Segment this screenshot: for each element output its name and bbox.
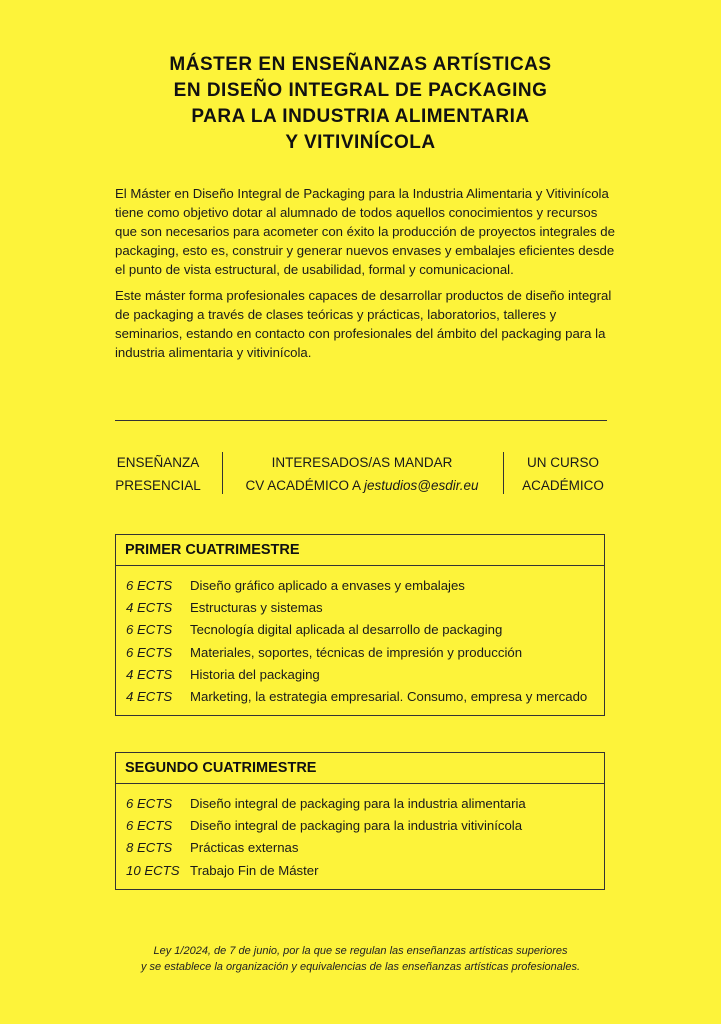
legal-footer bbox=[0, 943, 721, 975]
duration-line: UN CURSO bbox=[526, 455, 599, 470]
course-ects: 8 ECTS bbox=[126, 840, 173, 856]
course-name: Estructuras y sistemas bbox=[190, 600, 323, 616]
course-row bbox=[116, 837, 604, 859]
course-ects: 4 ECTS bbox=[126, 666, 173, 682]
course-row bbox=[116, 642, 604, 664]
divider bbox=[115, 420, 607, 421]
course-name: Trabajo Fin de Máster bbox=[190, 862, 319, 878]
intro-paragraph-1: El Máster en Diseño Integral de Packaging para la Industria Alimentaria y Vitivinícola tiene como objetivo dotar al alumnado de todos aquellos conocimientos y recursos que son necesarios para acometer con éxito la producción de proyectos integrales de packaging, esto es, construir y generar nuevos envases y embalajes eficientes desde el punto de vista estructural, de usabilidad, formal y comunicacional. bbox=[115, 186, 615, 277]
course-ects: 6 ECTS bbox=[126, 578, 173, 593]
course-name: Diseño integral de packaging para la industria vitivinícola bbox=[190, 818, 523, 834]
footer-line: y se establece la organización y equivalencias de las enseñanzas artísticas profesionales. bbox=[140, 961, 581, 973]
title-line: Y VITIVINÍCOLA bbox=[285, 132, 436, 153]
page-title bbox=[0, 52, 721, 156]
modality-line: ENSEÑANZA bbox=[116, 455, 200, 470]
course-ects: 4 ECTS bbox=[126, 688, 173, 704]
course-name: Diseño gráfico aplicado a envases y embalajes bbox=[190, 578, 465, 593]
course-row bbox=[116, 664, 604, 686]
second-semester-box bbox=[115, 752, 605, 890]
course-ects: 6 ECTS bbox=[126, 622, 173, 638]
modality-info bbox=[110, 451, 206, 497]
info-separator bbox=[503, 452, 504, 494]
course-ects: 10 ECTS bbox=[126, 862, 180, 878]
course-ects: 6 ECTS bbox=[126, 796, 173, 811]
contact-email-link[interactable]: jestudios@esdir.eu bbox=[364, 478, 479, 493]
course-ects: 4 ECTS bbox=[126, 600, 173, 616]
title-line: MÁSTER EN ENSEÑANZAS ARTÍSTICAS bbox=[169, 54, 552, 75]
duration-line: ACADÉMICO bbox=[522, 478, 604, 493]
course-name: Marketing, la estrategia empresarial. Consumo, empresa y mercado bbox=[190, 688, 588, 704]
title-line: EN DISEÑO INTEGRAL DE PACKAGING bbox=[173, 80, 548, 101]
course-name: Prácticas externas bbox=[190, 840, 299, 856]
course-ects: 6 ECTS bbox=[126, 644, 173, 660]
course-name: Tecnología digital aplicada al desarrollo de packaging bbox=[190, 622, 503, 638]
contact-info bbox=[232, 451, 492, 497]
course-row bbox=[116, 619, 604, 641]
duration-info bbox=[513, 451, 613, 497]
footer-line: Ley 1/2024, de 7 de junio, por la que se regulan las enseñanzas artísticas superiores bbox=[153, 945, 568, 957]
course-row bbox=[116, 793, 604, 815]
course-row bbox=[116, 597, 604, 619]
course-name: Materiales, soportes, técnicas de impresión y producción bbox=[190, 644, 523, 660]
info-separator bbox=[222, 452, 223, 494]
course-row bbox=[116, 860, 604, 882]
course-row bbox=[116, 815, 604, 837]
contact-prefix: CV ACADÉMICO A bbox=[245, 478, 365, 493]
course-row bbox=[116, 686, 604, 708]
course-name: Historia del packaging bbox=[190, 666, 320, 682]
first-semester-heading: PRIMER CUATRIMESTRE bbox=[116, 535, 604, 566]
first-semester-box bbox=[115, 534, 605, 716]
modality-line: PRESENCIAL bbox=[115, 478, 201, 493]
contact-line: INTERESADOS/AS MANDAR bbox=[271, 455, 453, 470]
intro-paragraph-2: Este máster forma profesionales capaces de desarrollar productos de diseño integral de packaging a través de clases teóricas y prácticas, laboratorios, talleres y seminarios, estando en contacto con profesionales del ámbito del packaging para la industria alimentaria y vitivinícola. bbox=[115, 288, 612, 360]
course-ects: 6 ECTS bbox=[126, 818, 173, 834]
title-line: PARA LA INDUSTRIA ALIMENTARIA bbox=[191, 106, 530, 127]
course-name: Diseño integral de packaging para la industria alimentaria bbox=[190, 796, 526, 811]
course-row bbox=[116, 575, 604, 597]
second-semester-heading: SEGUNDO CUATRIMESTRE bbox=[116, 753, 604, 784]
contact-line bbox=[232, 474, 492, 497]
intro-text bbox=[115, 184, 615, 369]
